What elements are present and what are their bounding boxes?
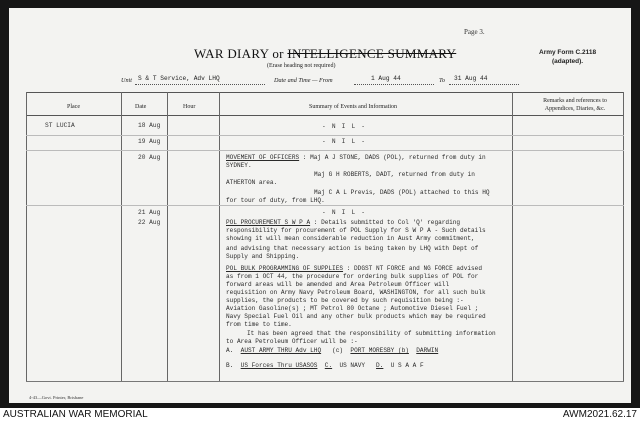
title-struck: INTELLIGENCE SUMMARY <box>287 46 457 61</box>
army-form-line2: (adapted). <box>552 58 584 65</box>
unit-label: Unit <box>121 77 133 84</box>
period-from: 1 Aug 44 <box>371 75 401 82</box>
entry-line: from time to time. <box>226 321 292 328</box>
row-separator <box>26 205 624 206</box>
row-separator <box>26 150 624 151</box>
title-or: or <box>272 46 284 61</box>
header-summary: Summary of Events and Information <box>309 104 397 110</box>
row-nil: - N I L - <box>322 138 367 145</box>
erase-note: (Erase heading not required) <box>267 63 336 69</box>
list-item-b: B. US Forces Thru USASOS C. US NAVY D. U S A A F <box>226 362 424 369</box>
caption-bar <box>0 408 640 422</box>
row-nil: - N I L - <box>322 209 367 216</box>
form-title <box>194 46 456 62</box>
entry-line: as from 1 OCT 44, the procedure for ordering bulk supplies of POL for <box>226 273 479 280</box>
unit-value: S & T Service, Adv LHQ <box>138 75 220 82</box>
entry-line: ATHERTON area. <box>226 179 278 186</box>
entry-line: and advising that necessary action is being taken by LHQ with Dept of <box>226 245 479 252</box>
row-date: 22 Aug <box>138 219 161 226</box>
period-to-label: To <box>439 77 445 84</box>
entry-line: supplies, the products to be covered by such requisition being :- <box>226 297 464 304</box>
row-place: ST LUCIA <box>45 122 75 129</box>
table-top-border <box>26 92 624 93</box>
header-remarks: Remarks and references to Appendices, Diaries, &c. <box>543 98 607 112</box>
caption-accession: AWM2021.62.17 <box>562 409 637 420</box>
entry-line: forward areas will be amended and Area Petroleum Officer will <box>226 281 450 288</box>
entry-line: requisition on Army Navy Petroleum Board, WASHINGTON, for all such bulk <box>226 289 486 296</box>
entry-line: Maj G H ROBERTS, DADT, returned from duty in <box>314 171 475 178</box>
row-date: 18 Aug <box>138 122 161 129</box>
printer-note: 4-43—Govt. Printer, Brisbane <box>29 395 84 400</box>
entry-line: Aviation Gasoline(s) ; MT Petrol 80 Octane ; Automotive Diesel Fuel ; <box>226 305 479 312</box>
header-place: Place <box>67 104 80 110</box>
entry-line: showing it will mean considerable reduction in Aust Army commitment, <box>226 235 475 242</box>
list-item-a: A. AUST ARMY THRU Adv LHQ (c) PORT MORESBY (b) DARWIN <box>226 347 439 354</box>
title-main: WAR DIARY <box>194 46 269 61</box>
entry-line: responsibility for procurement of POL Supply for S W P A - Such details <box>226 227 486 234</box>
to-underline <box>449 84 519 85</box>
row-separator <box>26 135 624 136</box>
row-date: 20 Aug <box>138 154 161 161</box>
entry-line: MOVEMENT OF OFFICERS : Maj A J STONE, DADS (POL), returned from duty in <box>226 154 486 161</box>
unit-underline <box>135 84 265 85</box>
period-to: 31 Aug 44 <box>454 75 488 82</box>
caption-institution: AUSTRALIAN WAR MEMORIAL <box>3 409 148 420</box>
table-header-border <box>26 115 624 116</box>
row-date: 21 Aug <box>138 209 161 216</box>
entry-line: to Area Petroleum Officer will be :- <box>226 338 358 345</box>
page-number: Page 3. <box>464 28 485 36</box>
entry-line: Navy Special Fuel Oil and any other bulk products which may be required <box>226 313 486 320</box>
entry-line: POL BULK PROGRAMMING OF SUPPLIES : DDGST NT FORCE and NG FORCE advised <box>226 265 482 272</box>
period-label: Date and Time — From <box>274 77 333 84</box>
war-diary-sheet <box>9 8 631 403</box>
row-date: 19 Aug <box>138 138 161 145</box>
entry-line: POL PROCUREMENT S W P A : Details submitted to Col 'Q' regarding <box>226 219 461 226</box>
army-form-line1: Army Form C.2118 <box>539 49 597 56</box>
entry-line: It has been agreed that the responsibility of submitting information <box>247 330 496 337</box>
table-bottom-border <box>26 381 624 382</box>
entry-line: SYDNEY. <box>226 162 252 169</box>
entry-line: Supply and Shipping. <box>226 253 300 260</box>
header-date: Date <box>135 104 147 110</box>
entry-line: Maj C A L Previs, DADS (POL) attached to this HQ <box>314 189 490 196</box>
header-hour: Hour <box>183 104 196 110</box>
entry-line: for tour of duty, from LHQ. <box>226 197 325 204</box>
from-underline <box>354 84 434 85</box>
row-nil: - N I L - <box>322 123 367 130</box>
army-form-number <box>539 48 596 66</box>
